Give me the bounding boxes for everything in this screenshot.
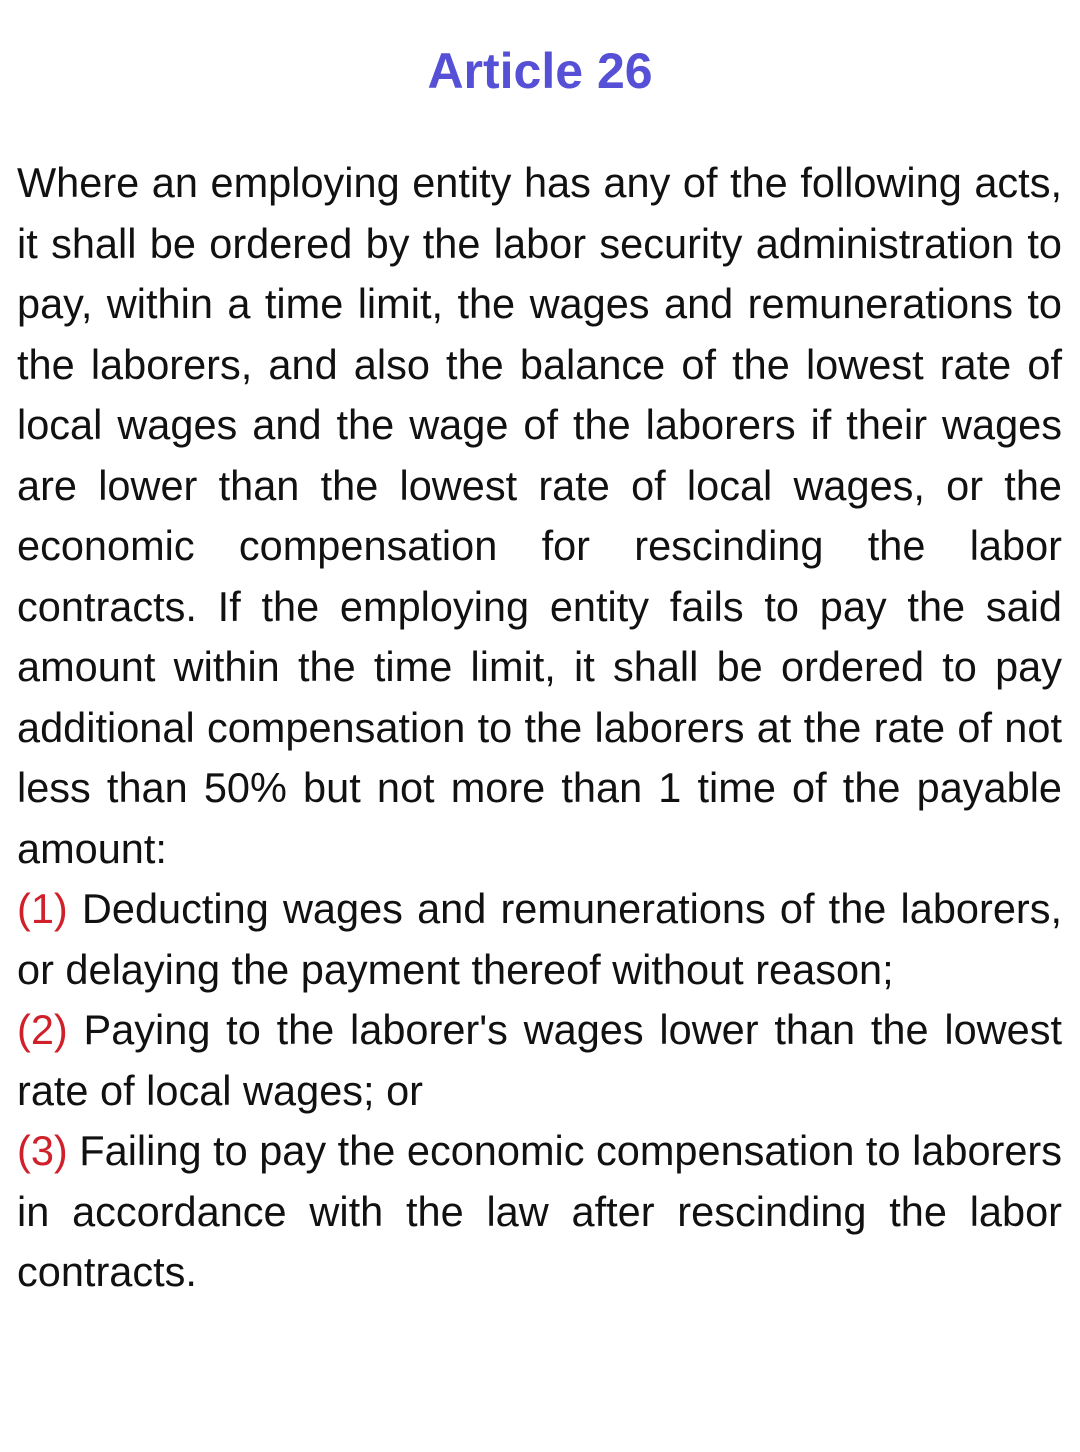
article-title: Article 26	[427, 43, 653, 99]
item-text: Deducting wages and remunerations of the laborers, or delaying the payment thereof without reason;	[17, 885, 1062, 993]
list-item-2	[17, 1000, 1062, 1121]
item-text: Paying to the laborer's wages lower than the lowest rate of local wages; or	[17, 1006, 1062, 1114]
list-item-3	[17, 1121, 1062, 1303]
article-intro-paragraph: Where an employing entity has any of the following acts, it shall be ordered by the labor security administration to pay, within a time limit, the wages and remunerations to the laborers, and also the balance of the lowest rate of local wages and the wage of the laborers if their wages are lower than the lowest rate of local wages, or the economic compensation for rescinding the labor contracts. If the employing entity fails to pay the said amount within the time limit, it shall be ordered to pay additional compensation to the laborers at the rate of not less than 50% but not more than 1 time of the payable amount:	[17, 159, 1062, 872]
list-item-1	[17, 879, 1062, 1000]
item-number: (2)	[17, 1006, 68, 1053]
item-text: Failing to pay the economic compensation to laborers in accordance with the law after rescinding the labor contracts.	[17, 1127, 1063, 1295]
item-number: (3)	[17, 1127, 68, 1174]
item-number: (1)	[17, 885, 68, 932]
article-body	[17, 153, 1062, 1303]
